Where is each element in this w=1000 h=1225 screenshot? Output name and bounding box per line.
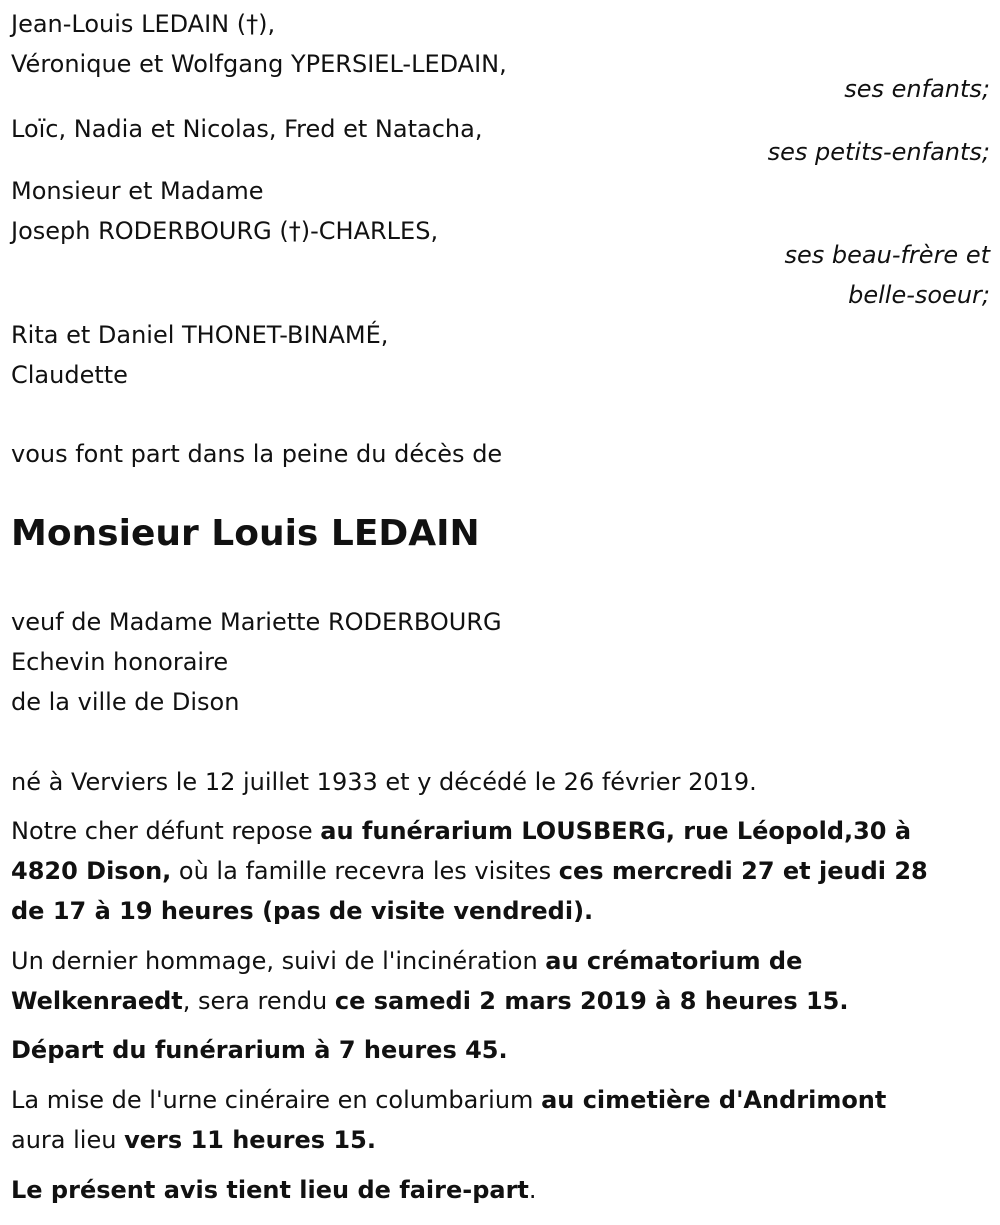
hommage-text-2: , sera rendu (182, 987, 335, 1015)
cemetery-location: au cimetière d'Andrimont (541, 1086, 887, 1114)
role-grandchildren: ses petits-enfants; (767, 138, 990, 166)
role-inlaws-2: belle-soeur; (848, 281, 990, 309)
hommage-line-1 (11, 947, 802, 975)
departure-line (11, 1036, 508, 1064)
others-line-2: Claudette (11, 361, 128, 389)
repose-line-3 (11, 897, 593, 925)
crematorium-location: au crématorium de (545, 947, 803, 975)
grandchildren-line: Loïc, Nadia et Nicolas, Fred et Natacha, (11, 115, 483, 143)
urn-line-2 (11, 1126, 376, 1154)
deceased-detail-2: Echevin honoraire (11, 648, 229, 676)
deceased-detail-1: veuf de Madame Mariette RODERBOURG (11, 608, 502, 636)
child-line-1: Jean-Louis LEDAIN (†), (11, 10, 276, 38)
repose-line-2 (11, 857, 928, 885)
departure-time: Départ du funérarium à 7 heures 45. (11, 1036, 508, 1064)
visit-days: ces mercredi 27 et jeudi 28 (558, 857, 928, 885)
ceremony-date: ce samedi 2 mars 2019 à 8 heures 15. (334, 987, 849, 1015)
closing-period: . (528, 1176, 537, 1204)
urn-text: La mise de l'urne cinéraire en columbarium (11, 1086, 542, 1114)
closing-line (11, 1176, 537, 1204)
role-inlaws-1: ses beau-frère et (784, 241, 990, 269)
funeral-home-location: au funérarium LOUSBERG, rue Léopold,30 à (320, 817, 912, 845)
crematorium-city: Welkenraedt (11, 987, 183, 1015)
funeral-home-city: 4820 Dison, (11, 857, 172, 885)
role-children: ses enfants; (844, 75, 990, 103)
inlaws-line-1: Monsieur et Madame (11, 177, 264, 205)
urn-text-2: aura lieu (11, 1126, 125, 1154)
birth-death-dates: né à Verviers le 12 juillet 1933 et y décédé le 26 février 2019. (11, 768, 757, 796)
hommage-line-2 (11, 987, 849, 1015)
visit-hours: de 17 à 19 heures (pas de visite vendredi). (11, 897, 594, 925)
urn-line-1 (11, 1086, 886, 1114)
visits-text: où la famille recevra les visites (171, 857, 559, 885)
child-line-2: Véronique et Wolfgang YPERSIEL-LEDAIN, (11, 50, 507, 78)
closing-text: Le présent avis tient lieu de faire-part (11, 1176, 529, 1204)
deceased-name: Monsieur Louis LEDAIN (11, 513, 480, 554)
others-line-1: Rita et Daniel THONET-BINAMÉ, (11, 321, 389, 349)
announcement: vous font part dans la peine du décès de (11, 440, 503, 468)
hommage-text: Un dernier hommage, suivi de l'incinération (11, 947, 546, 975)
repose-line-1 (11, 817, 911, 845)
inlaws-line-2: Joseph RODERBOURG (†)-CHARLES, (11, 217, 439, 245)
deceased-detail-3: de la ville de Dison (11, 688, 240, 716)
repose-text: Notre cher défunt repose (11, 817, 321, 845)
urn-time: vers 11 heures 15. (124, 1126, 376, 1154)
